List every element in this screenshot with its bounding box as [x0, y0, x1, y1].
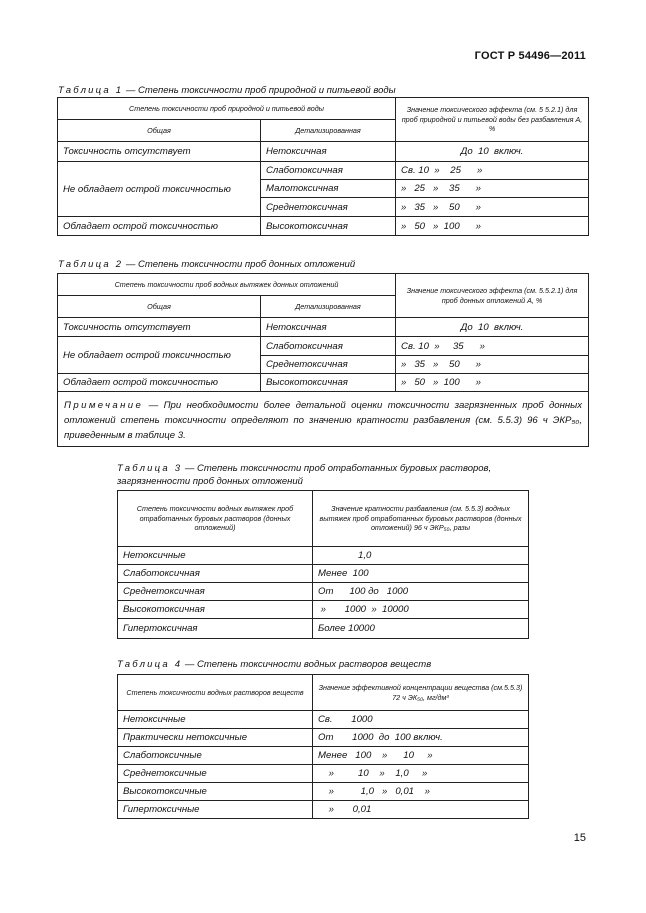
table2-general: Не обладает острой токсичностью — [58, 337, 261, 374]
table2-caption — [58, 259, 355, 270]
table3-caption — [117, 462, 491, 488]
table2-detailed: Слаботоксичная — [261, 337, 396, 356]
table-row — [118, 619, 529, 639]
table3-degree: Нетоксичные — [118, 547, 313, 565]
table3-value: От 100 до 1000 — [313, 583, 529, 601]
table3-caption-line1: — Степень токсичности проб отработанных буровых растворов, — [182, 463, 492, 474]
table3-value: » 1000 » 10000 — [313, 601, 529, 619]
table2-value: До 10 включ. — [396, 318, 589, 337]
table2-detailed: Высокотоксичная — [261, 374, 396, 392]
table2-general: Токсичность отсутствует — [58, 318, 261, 337]
table1-general: Не обладает острой токсичностью — [58, 162, 261, 217]
table4-value: От 1000 до 100 включ. — [313, 729, 529, 747]
table4-value: » 1,0 » 0,01 » — [313, 783, 529, 801]
table4-caption-text: — Степень токсичности водных растворов веществ — [182, 659, 432, 670]
table1-col-value: Значение токсического эффекта (см. 5 5.2.1) для проб природной и питьевой воды без разбавления А, % — [396, 98, 589, 142]
table4-degree: Нетоксичные — [118, 711, 313, 729]
table3-value: Менее 100 — [313, 565, 529, 583]
table1-detailed: Высокотоксичная — [261, 217, 396, 236]
table1 — [57, 97, 589, 236]
table2-detailed: Среднетоксичная — [261, 356, 396, 374]
table2-general: Обладает острой токсичностью — [58, 374, 261, 392]
table1-value: » 50 » 100 » — [396, 217, 589, 236]
table2-col-value: Значение токсического эффекта (см. 5.5.2.1) для проб донных отложений А, % — [396, 274, 589, 318]
table1-col-general: Общая — [58, 120, 261, 142]
table-row — [58, 162, 589, 180]
table1-caption — [58, 85, 396, 96]
table2-col-detailed: Детализированная — [261, 296, 396, 318]
table1-group-header: Степень токсичности проб природной и питьевой воды — [58, 98, 396, 120]
table4-col-value: Значение эффективной концентрации вещества (см.5.5.3) 72 ч ЭК₅₀, мг/дм³ — [313, 675, 529, 711]
table4-degree: Гипертоксичные — [118, 801, 313, 819]
table1-col-detailed: Детализированная — [261, 120, 396, 142]
table1-value: Св. 10 » 25 » — [396, 162, 589, 180]
table1-detailed: Слаботоксичная — [261, 162, 396, 180]
table1-detailed: Среднетоксичная — [261, 198, 396, 217]
table-row — [58, 142, 589, 162]
table2-value: » 35 » 50 » — [396, 356, 589, 374]
table-row — [58, 217, 589, 236]
table3-caption-prefix: Таблица 3 — [117, 463, 183, 474]
table4-degree: Слаботоксичные — [118, 747, 313, 765]
table1-detailed: Малотоксичная — [261, 180, 396, 198]
table2-note-text: — При необходимости более детальной оценки токсичности загрязненных проб донных отложений степень токсичности определяют по значению кратности разбавления (см. 5.5.3) 96 ч ЭКР₅₀, приведенным в таблице 3. — [64, 400, 583, 441]
table1-general: Обладает острой токсичностью — [58, 217, 261, 236]
table3-caption-line2: загрязненности проб донных отложений — [117, 476, 303, 487]
table3-degree: Гипертоксичная — [118, 619, 313, 639]
table4-col-degree: Степень токсичности водных растворов веществ — [118, 675, 313, 711]
table-row — [118, 565, 529, 583]
table-row — [118, 747, 529, 765]
table2-value: Св. 10 » 35 » — [396, 337, 589, 356]
table-row — [118, 601, 529, 619]
table-row — [118, 547, 529, 565]
table4-value: » 10 » 1,0 » — [313, 765, 529, 783]
table3-value: Более 10000 — [313, 619, 529, 639]
table-row — [118, 765, 529, 783]
table4 — [117, 674, 529, 819]
table-row — [118, 783, 529, 801]
table3 — [117, 490, 529, 639]
table3-col-value: Значение кратности разбавления (см. 5.5.3) водных вытяжек проб отработанных буровых растворов (донных отложений) 96 ч ЭКР₅₀, разы — [313, 491, 529, 547]
table2-col-general: Общая — [58, 296, 261, 318]
table2-caption-prefix: Таблица 2 — [58, 259, 124, 270]
table4-caption — [117, 659, 431, 670]
table1-value: До 10 включ. — [396, 142, 589, 162]
table-row — [58, 318, 589, 337]
table4-value: Св. 1000 — [313, 711, 529, 729]
table-row — [58, 337, 589, 356]
table2-caption-text: — Степень токсичности проб донных отложений — [123, 259, 356, 270]
table4-degree: Практически нетоксичные — [118, 729, 313, 747]
table4-caption-prefix: Таблица 4 — [117, 659, 183, 670]
table1-caption-text: — Степень токсичности проб природной и питьевой воды — [123, 85, 396, 96]
table-row — [118, 711, 529, 729]
table3-degree: Среднетоксичная — [118, 583, 313, 601]
table2-note-title: Примечание — [64, 400, 144, 411]
table2-detailed: Нетоксичная — [261, 318, 396, 337]
table4-degree: Высокотоксичные — [118, 783, 313, 801]
table1-caption-prefix: Таблица 1 — [58, 85, 124, 96]
table4-value: Менее 100 » 10 » — [313, 747, 529, 765]
table1-general: Токсичность отсутствует — [58, 142, 261, 162]
table3-degree: Слаботоксичная — [118, 565, 313, 583]
table-row — [118, 801, 529, 819]
table3-value: 1,0 — [313, 547, 529, 565]
table2-group-header: Степень токсичности проб водных вытяжек донных отложений — [58, 274, 396, 296]
table-row — [118, 583, 529, 601]
table2-note — [58, 392, 589, 447]
table3-col-degree: Степень токсичности водных вытяжек проб отработанных буровых растворов (донных отложений) — [118, 491, 313, 547]
table4-value: » 0,01 — [313, 801, 529, 819]
table1-value: » 35 » 50 » — [396, 198, 589, 217]
page-number: 15 — [573, 832, 586, 844]
table1-detailed: Нетоксичная — [261, 142, 396, 162]
table4-degree: Среднетоксичные — [118, 765, 313, 783]
table3-degree: Высокотоксичная — [118, 601, 313, 619]
table2-value: » 50 » 100 » — [396, 374, 589, 392]
table2 — [57, 273, 589, 447]
document-code: ГОСТ Р 54496—2011 — [474, 50, 586, 62]
table-row — [118, 729, 529, 747]
table1-value: » 25 » 35 » — [396, 180, 589, 198]
table-row — [58, 374, 589, 392]
